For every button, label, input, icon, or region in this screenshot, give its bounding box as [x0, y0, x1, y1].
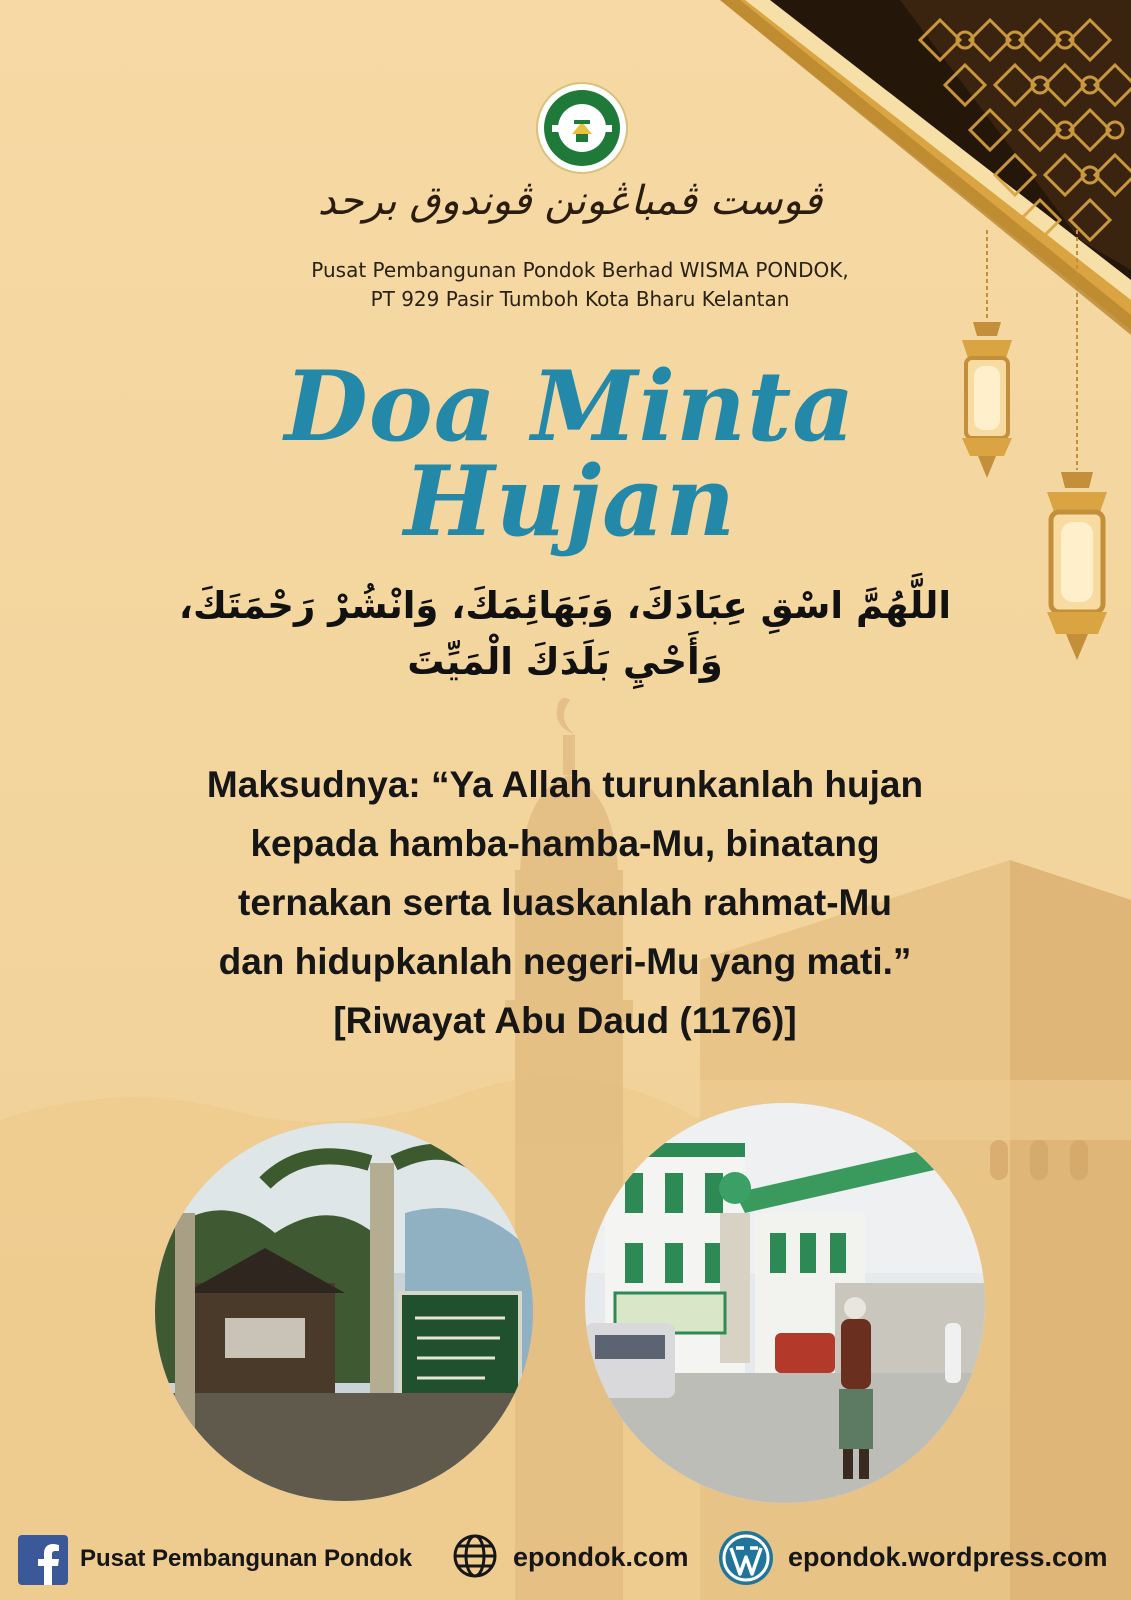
- dua-arabic-line-2: وَأَحْيِ بَلَدَكَ الْمَيِّتَ: [407, 640, 723, 683]
- meaning-line-2: kepada hamba-hamba-Mu, binatang: [250, 823, 880, 864]
- lantern-icon: [962, 230, 1012, 478]
- jawi-organisation-name: ڤوست ڤمباڠونن ڤوندوق برحد: [317, 178, 823, 224]
- wordpress-icon[interactable]: [718, 1530, 774, 1586]
- facebook-icon[interactable]: [18, 1535, 68, 1585]
- madrasah-gate-photo: [155, 1123, 533, 1501]
- meaning-line-4: dan hidupkanlah negeri-Mu yang mati.”: [218, 941, 912, 982]
- corner-ornament: [720, 0, 1131, 335]
- dua-arabic-line-1: اللَّهُمَّ اسْقِ عِبَادَكَ، وَبَهَائِمَكَ، وَانْشُرْ رَحْمَتَكَ،: [178, 584, 952, 627]
- meaning-line-1: Maksudnya: “Ya Allah turunkanlah hujan: [206, 764, 924, 805]
- facebook-page-label[interactable]: Pusat Pembangunan Pondok: [80, 1545, 413, 1572]
- pusat-pembangunan-pondok-logo: [536, 82, 628, 174]
- title-line-2: Hujan: [403, 445, 737, 558]
- globe-icon: [452, 1533, 498, 1579]
- wordpress-link[interactable]: epondok.wordpress.com: [788, 1542, 1108, 1572]
- hadith-source: [Riwayat Abu Daud (1176)]: [333, 1000, 797, 1041]
- meaning-line-3: ternakan serta luaskanlah rahmat-Mu: [238, 882, 892, 923]
- address-line-2: PT 929 Pasir Tumboh Kota Bharu Kelantan: [370, 287, 790, 311]
- address-line-1: Pusat Pembangunan Pondok Berhad WISMA PONDOK,: [311, 258, 849, 282]
- title-line-1: Doa Minta: [284, 350, 856, 463]
- mosque-street-photo: [585, 1103, 985, 1503]
- website-link[interactable]: epondok.com: [513, 1542, 689, 1572]
